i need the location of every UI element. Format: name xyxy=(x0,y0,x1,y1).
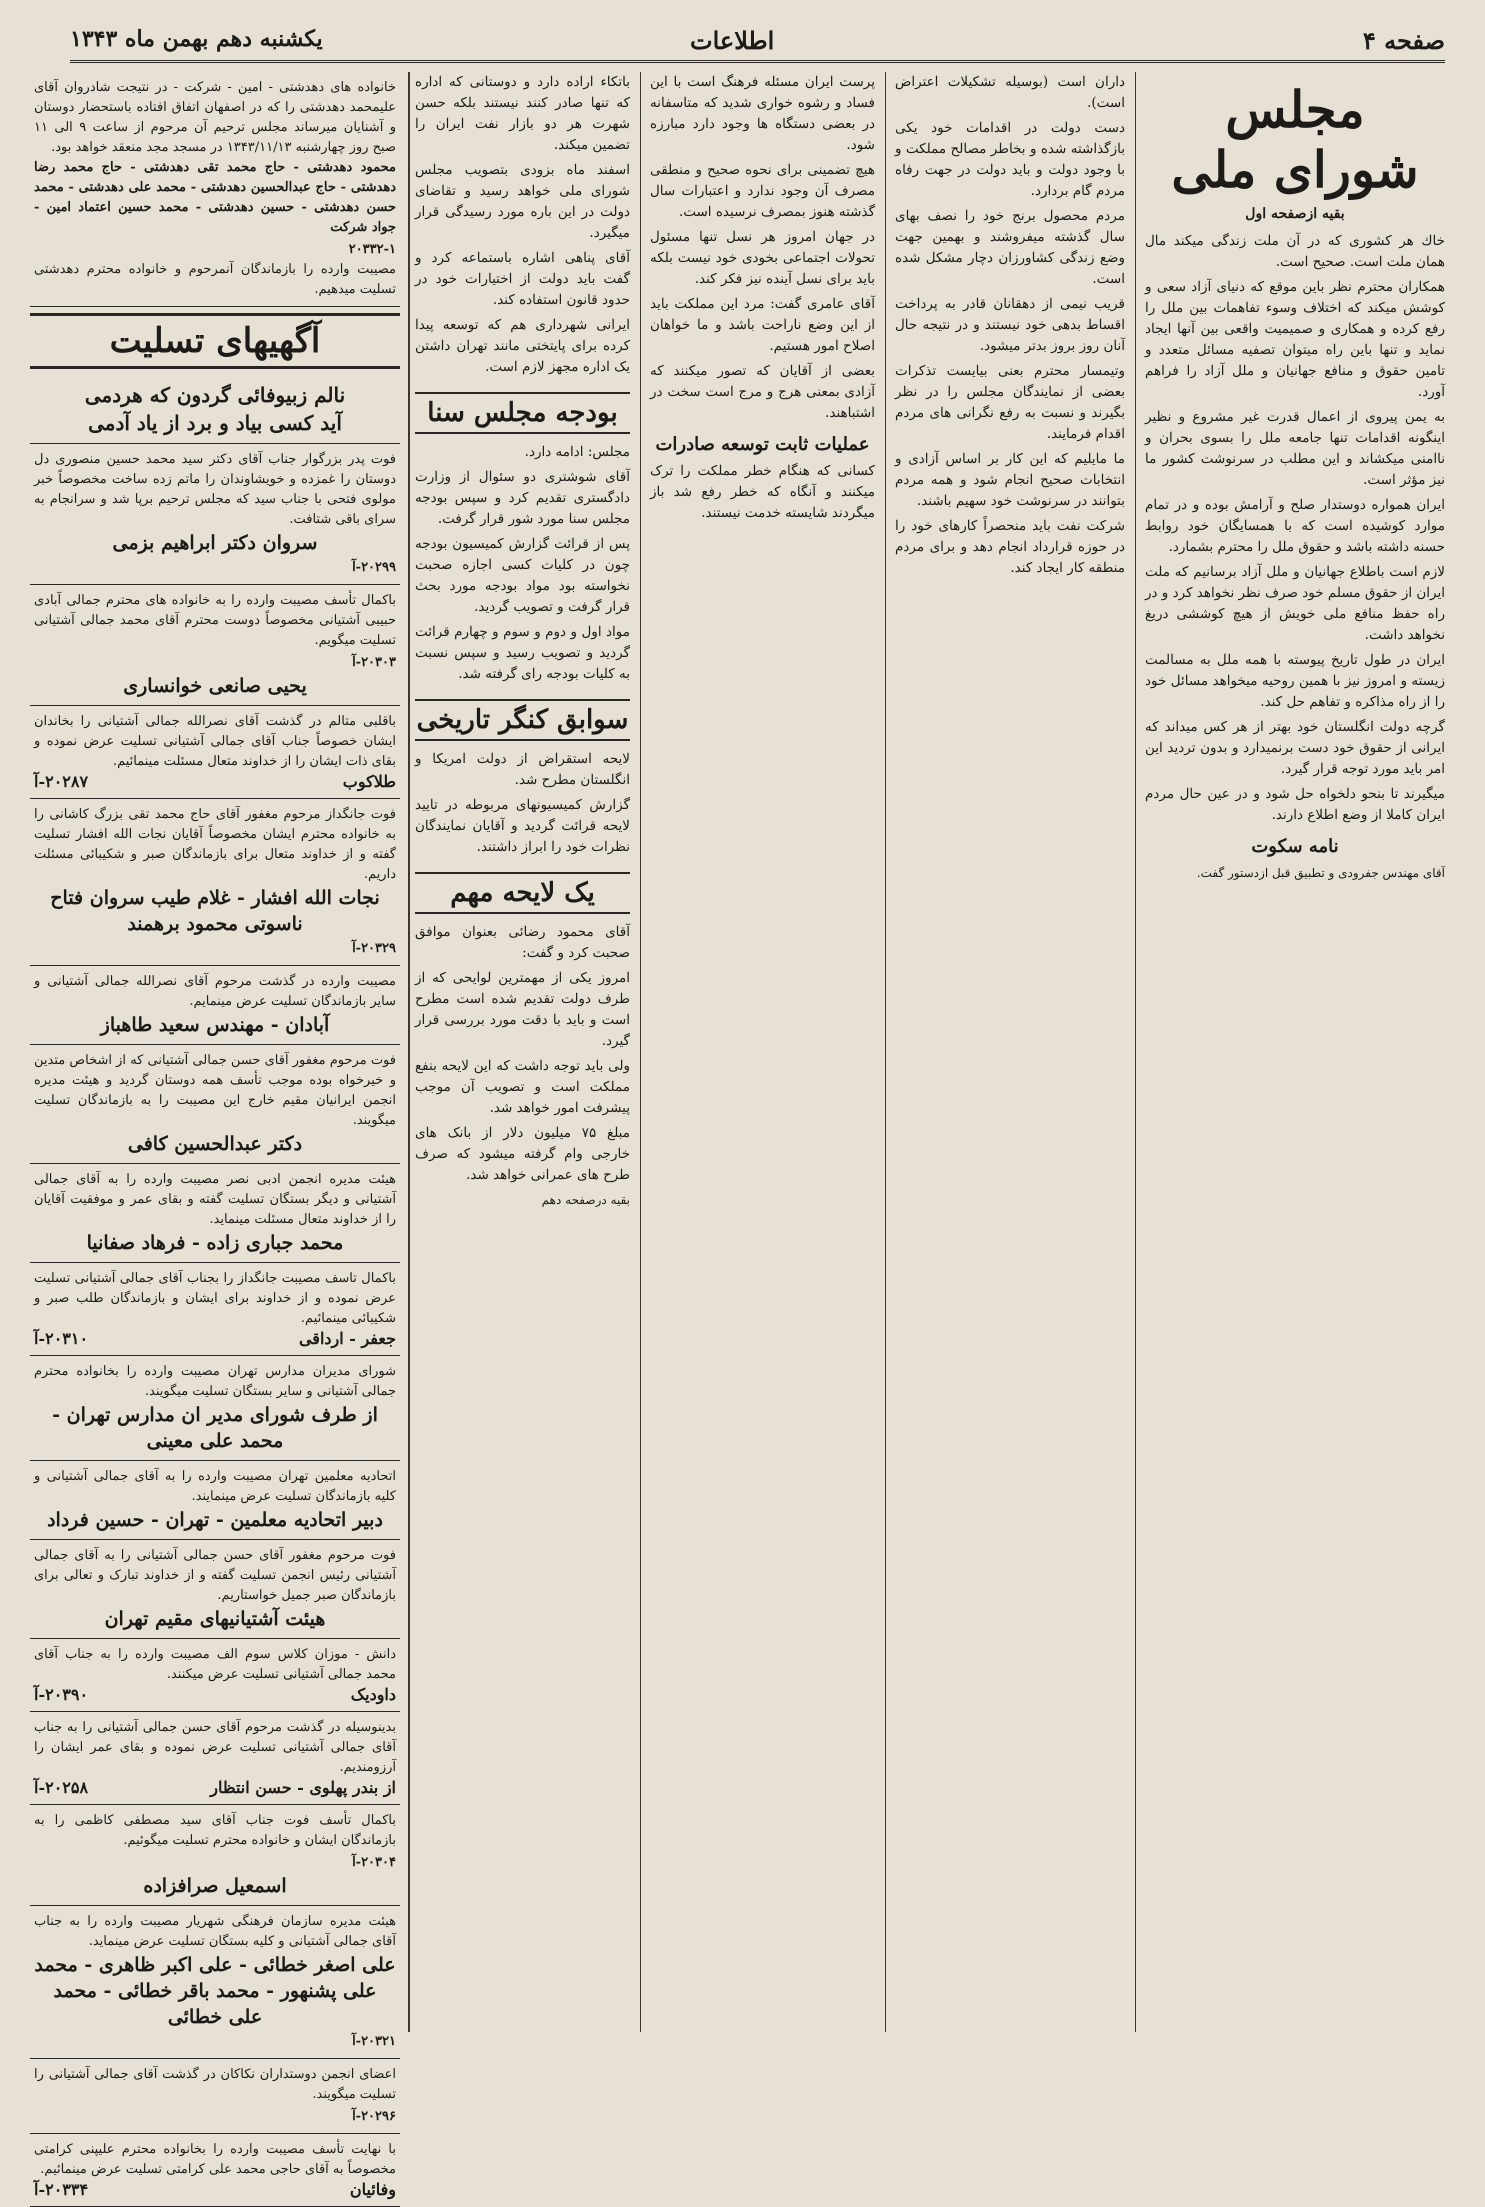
article-paragraph: ما مایلیم که این کار بر اساس آزادی و انتخابات صحیح انجام شود و همه مردم بتوانند در سرنوشت خود سهیم باشند. xyxy=(895,451,1125,509)
article-paragraph: ایرانی شهرداری هم که توسعه پیدا کرده برای پایتختی مانند تهران داشتن یک اداره مجهز لازم است. xyxy=(415,317,630,375)
article-paragraph: پرست ایران مسئله فرهنگ است با این فساد و رشوه خواری شدید که متاسفانه در بعضی دستگاه ها وجود دارد مبارزه شود. xyxy=(650,74,875,153)
notice-note: مصیبت وارده را بازماندگان آنمرحوم و خانواده محترم دهدشتی تسلیت میدهیم. xyxy=(34,262,396,297)
ad-text: دانش - موزان کلاس سوم الف مصیبت وارده را به جناب آقای محمد جمالی آشتیانی تسلیت عرض میکنند. xyxy=(34,1647,396,1682)
condolence-ad xyxy=(30,1805,400,1906)
article-paragraph: دست دولت در اقدامات خود یکی بازگذاشته شده و بخاطر مصالح مملکت و با وجود دولت و باید دولت در جهت رفاه مردم گام بردارد. xyxy=(895,120,1125,199)
condolence-ad xyxy=(30,1906,400,2059)
article-paragraph: آقای محمود رضائی بعنوان موافق صحبت کرد و گفت: xyxy=(415,924,630,961)
column-rule xyxy=(640,72,641,2032)
article-paragraph: داران است (بوسیله تشکیلات اعتراض است). xyxy=(895,74,1125,111)
ad-signers: دبیر اتحادیه معلمین - تهران - حسین فرداد xyxy=(47,1509,383,1531)
condolence-ad xyxy=(30,1164,400,1263)
ad-text: فوت پدر بزرگوار جناب آقای دکتر سید محمد حسین منصوری دل دوستان را غمزده و خویشاوندان را ماتم زده ساخت مخصوصاً خبر مولوی فتحی با جناب سید که مجلس ترحیم برپا شد و سرانجام به سرای باقی شتافت. xyxy=(34,452,396,527)
condolence-ad xyxy=(30,1712,400,1805)
ad-signers: اسمعیل صرافزاده xyxy=(143,1875,287,1897)
family-notice xyxy=(30,72,400,307)
footnote-heading: نامه سکوت xyxy=(1251,836,1339,857)
condolence-ad xyxy=(30,1540,400,1639)
ad-code: ۲۰۳۰۴-آ xyxy=(352,1855,396,1870)
article-paragraph: میگیرند تا بنحو دلخواه حل شود و در عین حال مردم ایران کاملا از وضع اطلاع دارند. xyxy=(1145,786,1445,823)
notice-names: محمود دهدشتی - حاج محمد تقی دهدشتی - حاج محمد رضا دهدشتی - حاج عبدالحسین دهدشتی - محمد علی دهدشتی - محمد حسن دهدشتی - حسین دهدشتی - محمد حسین اعتماد امین - جواد شرکت xyxy=(34,160,396,235)
issue-date: یکشنبه دهم بهمن ماه ۱۳۴۳ xyxy=(70,26,323,52)
article-paragraph: ولی باید توجه داشت که این لایحه بنفع مملکت است و تصویب آن موجب پیشرفت امور خواهد شد. xyxy=(415,1058,630,1116)
ad-signers: نجات الله افشار - غلام طیب سروان فتاح ناسوتی محمود برهمند xyxy=(50,887,380,935)
ad-text: اعضای انجمن دوستداران نکاکان در گذشت آقای جمالی آشتیانی را تسلیت میگویند. xyxy=(34,2067,396,2102)
article-paragraph: قریب نیمی از دهقانان قادر به پرداخت اقساط بدهی خود نیستند و در نتیجه حال آنان روز بروز بدتر میشود. xyxy=(895,296,1125,354)
ad-text: فوت مرحوم مغفور آقای حسن جمالی آشتیانی را به آقای جمالی آشتیانی رئیس انجمن تسلیت گفته و از خداوند تبارک و تعالی برای بازماندگان صبر جمیل خواستاریم. xyxy=(34,1548,396,1603)
masthead xyxy=(70,20,1445,63)
section-heading-senate-budget: بودجه مجلس سنا xyxy=(415,392,630,434)
ad-code: ۲۰۲۵۸-آ xyxy=(34,1778,89,1797)
column-rule xyxy=(408,72,410,2032)
condolence-ad xyxy=(30,2134,400,2207)
condolence-ad xyxy=(30,966,400,1045)
article-paragraph: مبلغ ۷۵ میلیون دلار از بانک های خارجی وام گرفته میشود که صرف طرح های عمرانی خواهد شد. xyxy=(415,1125,630,1183)
column-rule xyxy=(1135,72,1136,2032)
ad-code: ۲۰۳۱۰-آ xyxy=(34,1329,89,1348)
continued-note: بقیه درصفحه دهم xyxy=(541,1193,630,1207)
ad-text: بدینوسیله در گذشت مرحوم آقای حسن جمالی آشتیانی را به جناب آقای جمالی آشتیانی تسلیت عرض نموده و بقای عمر ایشان را آرزومندیم. xyxy=(34,1720,396,1775)
ad-code: ۲۰۳۲۱-آ xyxy=(352,2034,396,2049)
condolence-ad xyxy=(30,585,400,706)
ad-code: ۲۰۲۹۹-آ xyxy=(352,560,396,575)
article-paragraph: اسفند ماه بزودی بتصویب مجلس شورای ملی خواهد رسید و تقاضای دولت در این باره مورد رسیدگی قرار میگیرد. xyxy=(415,162,630,241)
ad-text: باکمال تاسف مصیبت جانگداز را بجناب آقای جمالی آشتیانی تسلیت عرض نموده و از خداوند برای ایشان و بازماندگان طلب صبر و شکیبائی مینمائیم. xyxy=(34,1271,396,1326)
ad-text: باقلبی متالم در گذشت آقای نصرالله جمالی آشتیانی را بخاندان ایشان خصوصاً جناب آقای جمالی آشتیانی تسلیت عرض نموده و بقای ذات ایشان را از خداوند متعال مسئلت مینمائیم. xyxy=(34,714,396,769)
article-column-2 xyxy=(895,72,1125,2032)
ad-text: باکمال تأسف مصیبت وارده را به خانواده های محترم جمالی آبادی حبیبی آشتیانی مخصوصاً دوست محترم آقای محمد جمالی آشتیانی تسلیت میگویم. xyxy=(34,593,396,648)
article-paragraph: گزارش کمیسیونهای مربوطه در تایید لایحه قرائت گردید و آقایان نمایندگان نظرات خود را ابراز داشتند. xyxy=(415,797,630,855)
condolence-ad xyxy=(30,1045,400,1164)
ad-code: ۲۰۲۸۷-آ xyxy=(34,772,89,791)
ad-sign-row xyxy=(34,1778,396,1798)
article-paragraph: شرکت نفت باید منحصراً کارهای خود را در حوزه قرارداد انجام دهد و برای مردم منطقه کار ایجاد کند. xyxy=(895,518,1125,576)
ad-signers: محمد جباری زاده - فرهاد صفانیا xyxy=(86,1232,344,1254)
condolence-banner: آگهیهای تسلیت xyxy=(30,313,400,369)
article-paragraph: آقای شوشتری دو سئوال از وزارت دادگستری تقدیم کرد و سپس بودجه مجلس سنا مورد شور قرار گرفت. xyxy=(415,469,630,527)
ad-code: ۲۰۳۳۴-آ xyxy=(34,2180,89,2199)
ad-sign-row xyxy=(34,772,396,792)
ad-sign-row xyxy=(34,2180,396,2200)
condolence-ad xyxy=(30,1639,400,1712)
section-heading-bill: یک لایحه مهم xyxy=(415,872,630,914)
ad-text: مصیبت وارده در گذشت مرحوم آقای نصرالله جمالی آشتیانی و سایر بازماندگان تسلیت عرض مینمایم. xyxy=(34,974,396,1009)
article-paragraph: در جهان امروز هر نسل تنها مسئول تحولات اجتماعی بخودی خود نیست بلکه باید برای نسل آینده نیز فکر کند. xyxy=(650,229,875,287)
ad-text: فوت جانگداز مرحوم مغفور آقای حاج محمد تقی بزرگ کاشانی را به خانواده محترم ایشان مخصوصاً آقایان نجات الله افشار تسلیت گفته و از خداوند متعال برای بازماندگان صبر و شکیبائی مسئلت داریم. xyxy=(34,807,396,882)
condolence-ad xyxy=(30,1356,400,1461)
main-article-column xyxy=(1145,72,1445,2032)
ad-code: ۲۰۳۳۲-۱ xyxy=(348,242,396,257)
article-paragraph: آقای عامری گفت: مرد این مملکت باید از این وضع ناراحت باشد و ما خواهان اصلاح امور هستیم. xyxy=(650,296,875,354)
article-paragraph: کسانی که هنگام خطر مملکت را ترک میکنند و آنگاه که خطر رفع شد باز میگردند شایسته خدمت نیستند. xyxy=(650,463,875,521)
condolence-ads-column xyxy=(30,72,400,2199)
ad-text: با نهایت تأسف مصیبت وارده را بخانواده محترم علیپنی کرامتی مخصوصاً به آقای حاجی محمد علی کرامتی تسلیت عرض مینمائیم. xyxy=(34,2142,396,2177)
article-paragraph: لایحه استقراض از دولت امریکا و انگلستان مطرح شد. xyxy=(415,751,630,788)
article-continuation: بقیه ازصفحه اول xyxy=(1245,206,1345,222)
ad-text: اتحادیه معلمین تهران مصیبت وارده را به آقای جمالی آشتیانی و کلیه بازماندگان تسلیت عرض مینمایند. xyxy=(34,1469,396,1504)
article-paragraph: امروز یکی از مهمترین لوایحی که از طرف دولت تقدیم شده است مطرح است و باید با دقت مورد بررسی قرار گیرد. xyxy=(415,970,630,1049)
article-paragraph: گرچه دولت انگلستان خود بهتر از هر کس میداند که ایرانی از حقوق خود دست برنمیدارد و بدون تردید این امر باید مورد توجه قرار گیرد. xyxy=(1145,719,1445,777)
condolence-ad xyxy=(30,1263,400,1356)
ad-signers: وفائیان xyxy=(349,2180,396,2199)
ad-text: هیئت مدیره سازمان فرهنگی شهریار مصیبت وارده را به جناب آقای جمالی آشتیانی و کلیه بستگان تسلیت عرض مینماید. xyxy=(34,1914,396,1949)
article-paragraph: همکاران محترم نظر باین موقع که دنیای آزاد سعی و کوشش میکند که اختلاف وسوء تفاهمات بین ملل را رفع کرده و همکاری و صمیمیت واقعی بین آنها ایجاد نماید و تنها باین راه میتوان تصفیه مسائل متعدد و تامین حقوق و منافع جهانیان و ملل آزاد را فراهم آورد. xyxy=(1145,279,1445,400)
ad-signers: سروان دکتر ابراهیم بزمی xyxy=(112,532,318,554)
newspaper-name: اطلاعات xyxy=(690,26,775,55)
page-number: صفحه ۴ xyxy=(1362,26,1445,55)
article-paragraph: خاك هر کشوری که در آن ملت زندگی میکند مال همان ملت است. صحیح است. xyxy=(1145,233,1445,270)
article-paragraph: بعضی از آقایان که تصور میکنند که آزادی بمعنی هرج و مرج است سخت در اشتباهند. xyxy=(650,363,875,421)
article-paragraph: ایران در طول تاریخ پیوسته با همه ملل به مسالمت زیسته و امروز نیز با همین روحیه میخواهد مسائل خود را از راه مذاکره و تفاهم حل کند. xyxy=(1145,652,1445,710)
article-paragraph: مردم محصول برنج خود را نصف بهای سال گذشته میفروشند و بهمین جهت وضع زندگی کشاورزان دچار مشکل شده است. xyxy=(895,208,1125,287)
ad-signers: هیئت آشتیانیهای مقیم تهران xyxy=(104,1608,326,1630)
article-paragraph: مجلس: ادامه دارد. xyxy=(524,444,630,460)
article-paragraph: آقای پناهی اشاره باستماعه کرد و گفت باید دولت از اختیارات خود در حدود قانون استفاده کند. xyxy=(415,250,630,308)
ad-code: ۲۰۳۹۰-آ xyxy=(34,1685,89,1704)
ad-signers: آبادان - مهندس سعید طاهباز xyxy=(100,1014,330,1036)
condolence-ad xyxy=(30,444,400,585)
footnote-text: آقای مهندس جفرودی و تطبیق قبل ازدستور گفت. xyxy=(1196,866,1445,880)
article-paragraph: باتکاء اراده دارد و دوستانی که اداره که تنها صادر کنند نیستند بلکه حسن شهرت هر دو بازار نفت ایران را تضمین میکند. xyxy=(415,74,630,153)
ad-text: شورای مدیران مدارس تهران مصیبت وارده را بخانواده محترم جمالی آشتیانی و سایر بستگان تسلیت میگویند. xyxy=(34,1364,396,1399)
ad-code: ۲۰۲۹۶-آ xyxy=(352,2109,396,2124)
section-heading: عملیات ثابت توسعه صادرات xyxy=(655,434,870,455)
article-paragraph: مواد اول و دوم و سوم و چهارم قرائت گردید و تصویب رسید و سپس نسبت به کلیات بودجه رای گرفته شد. xyxy=(415,624,630,682)
ad-signers: از بندر پهلوی - حسن انتظار xyxy=(210,1778,396,1797)
ad-signers: یحیی صانعی خوانساری xyxy=(123,675,307,697)
section-heading-history: سوابق کنگر تاریخی xyxy=(415,699,630,741)
ad-text: فوت مرحوم مغفور آقای حسن جمالی آشتیانی که از اشخاص متدین و خیرخواه بوده موجب تأسف همه دوستان گردید و هیئت مدیره انجمن ایرانیان مقیم خارج این مصیبت را به بازماندگان تسلیت میگویند. xyxy=(34,1053,396,1128)
ad-signers: داودیک xyxy=(350,1685,396,1704)
poem-block xyxy=(30,375,400,444)
notice-text: خانواده های دهدشتی - امین - شرکت - در نتیجت شادروان آقای علیمحمد دهدشتی را که در اصفهان اتفاق افتاده باستحضار دوستان و آشنایان میرساند مجلس ترحیم آن مرحوم از ساعت ۹ الی ۱۱ صبح روز چهارشنبه ۱۳۴۳/۱۱/۱۳ در مسجد مجد منعقد خواهد بود. xyxy=(34,80,396,155)
poem-line: آید کسی بیاد و برد از یاد آدمی xyxy=(88,411,342,435)
column-rule xyxy=(885,72,886,2032)
ad-code: ۲۰۳۰۳-آ xyxy=(352,655,396,670)
ad-signers: دکتر عبدالحسین کافی xyxy=(127,1133,303,1155)
poem-line: نالم زبیوفائی گردون که هردمی xyxy=(84,383,346,407)
article-paragraph: وتیمسار محترم بعنی بیایست تذکرات بعضی از نمایندگان مجلس را در نظر بگیرند و نسبت به رفع نگرانی های مردم اقدام فرمایند. xyxy=(895,363,1125,442)
ad-text: باکمال تأسف فوت جناب آقای سید مصطفی کاظمی را به بازماندگان ایشان و خانواده محترم تسلیت میگوئیم. xyxy=(34,1813,396,1848)
article-paragraph: پس از قرائت گزارش کمیسیون بودجه چون در کلیات کسی اجازه صحبت نخواسته بود مواد بودجه مورد بحث قرار گرفت و تصویب گردید. xyxy=(415,536,630,615)
article-paragraph: به یمن پیروی از اعمال قدرت غیر مشروع و نظیر اینگونه اقدامات تنها جامعه ملل را بسوی بحران و ناامنی میکشاند و این مطلب در سرنوشت کشور ما نیز مؤثر است. xyxy=(1145,409,1445,488)
article-title: مجلس شورای ملی xyxy=(1171,80,1419,199)
ad-sign-row xyxy=(34,1329,396,1349)
ad-signers: از طرف شورای مدیر ان مدارس تهران - محمد علی معینی xyxy=(52,1404,378,1452)
article-paragraph: لازم است باطلاع جهانیان و ملل آزاد برسانیم که ملت ایران از حقوق مسلم خود صرف نظر نخواهد کرد و در راه حفظ منافع ملی خویش از هیچ کوششی دریغ نخواهد داشت. xyxy=(1144,564,1445,643)
article-paragraph: هیچ تضمینی برای نحوه صحیح و منطقی مصرف آن وجود ندارد و اعتبارات سال گذشته هنوز بمصرف نرسیده است. xyxy=(650,162,875,220)
condolence-ad xyxy=(30,799,400,966)
condolence-ad xyxy=(30,2059,400,2134)
ad-signers: علی اصغر خطائی - علی اکبر ظاهری - محمد علی پشنهور - محمد باقر خطائی - محمد علی خطائی xyxy=(34,1954,396,2028)
condolence-ad xyxy=(30,706,400,799)
ad-sign-row xyxy=(34,1685,396,1705)
ad-code: ۲۰۳۲۹-آ xyxy=(352,941,396,956)
article-column-4 xyxy=(415,72,630,2032)
ad-text: هیئت مدیره انجمن ادبی نصر مصیبت وارده را به آقای جمالی آشتیانی و دیگر بستگان تسلیت گفته و بقای عمر و موفقیت آقایان را از خداوند متعال مسئلت مینماید. xyxy=(34,1172,396,1227)
ad-signers: جعفر - ارداقی xyxy=(298,1329,396,1348)
ad-signers: طلاکوب xyxy=(342,772,396,791)
condolence-ad xyxy=(30,1461,400,1540)
article-paragraph: ایران همواره دوستدار صلح و آرامش بوده و در تمام موارد کوشیده است که با همسایگان خود روابط حسنه داشته باشد و حقوق ملل را محترم بشمارد. xyxy=(1145,497,1445,555)
article-column-3 xyxy=(650,72,875,2032)
